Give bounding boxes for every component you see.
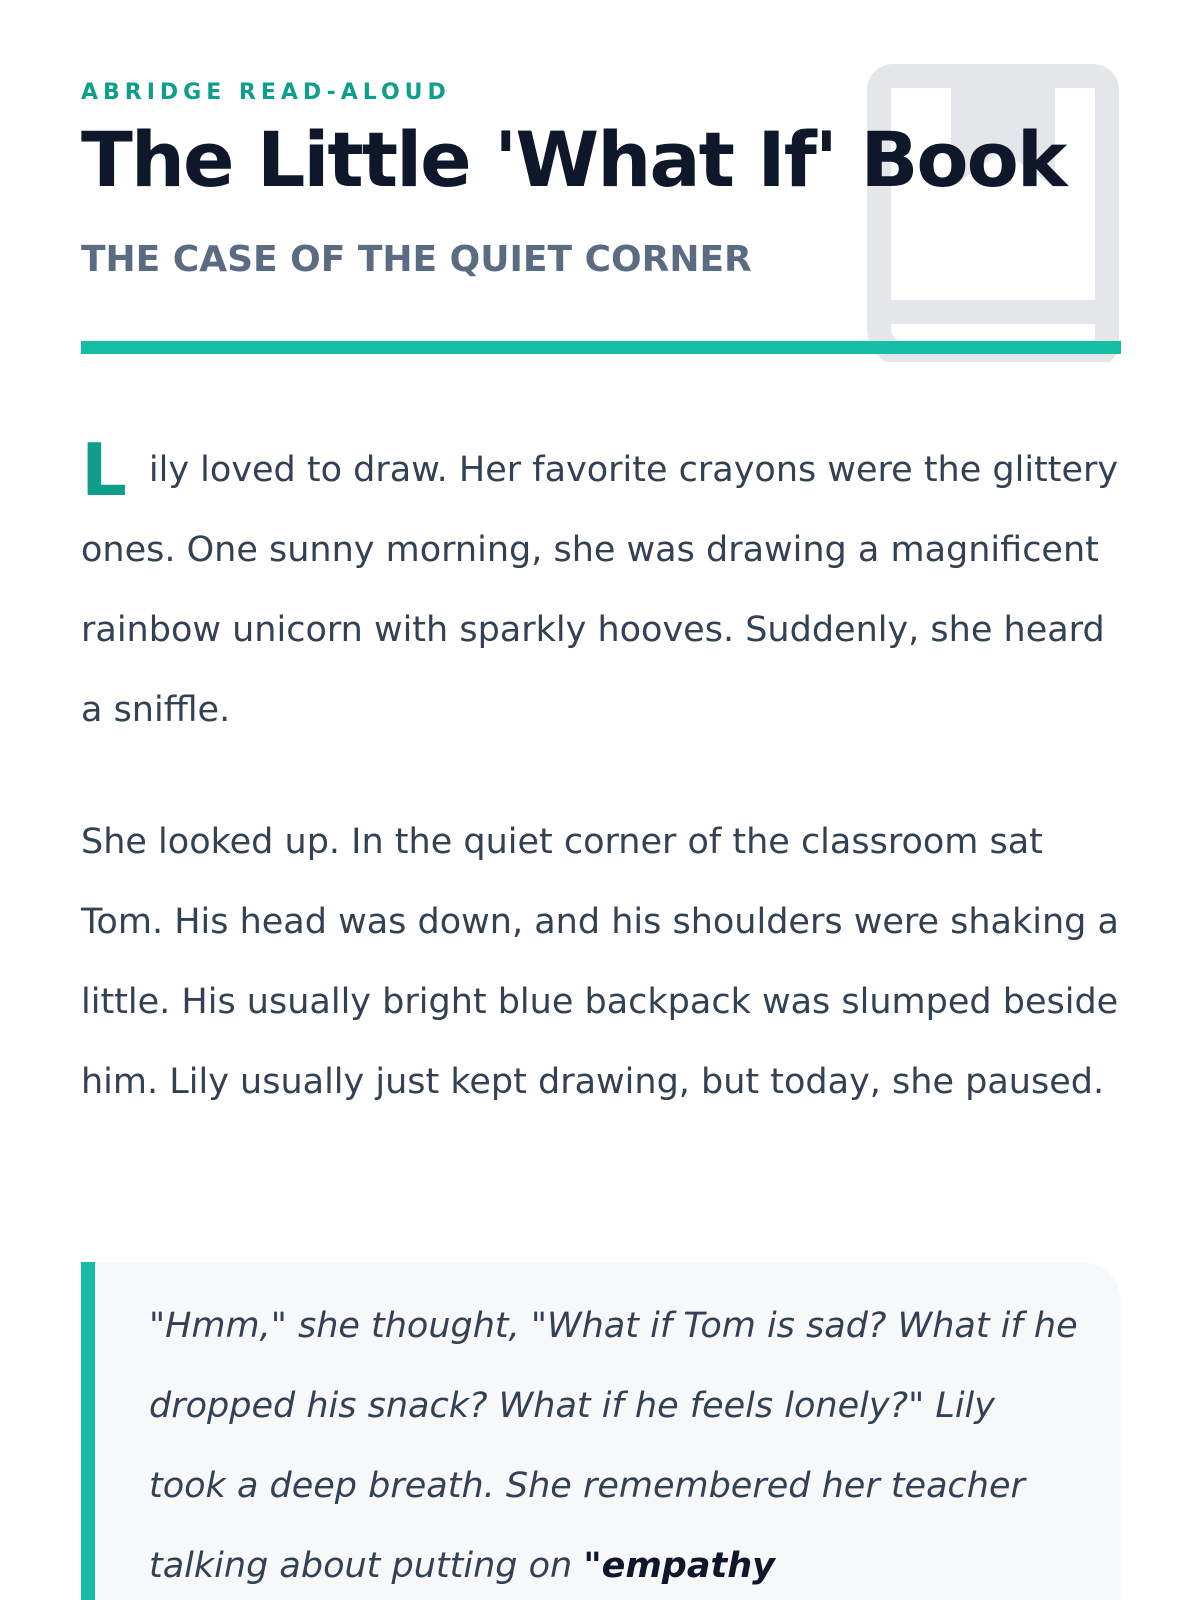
callout-emphasis: "empathy — [583, 1546, 775, 1586]
story-paragraph-1-text: ily loved to draw. Her favorite crayons were the glittery ones. One sunny morning, she was drawing a magnificent rainbow unicorn with sparkly hooves. Suddenly, she heard a sniffle. — [81, 450, 1119, 730]
callout-text — [149, 1286, 1081, 1600]
header-divider — [81, 341, 1121, 354]
thought-callout — [81, 1262, 1121, 1600]
callout-text-main: "Hmm," she thought, "What if Tom is sad? What if he dropped his snack? What if he feels lonely?" Lily took a deep breath. She remembered her teacher talking about putting on — [149, 1306, 1078, 1586]
story-paragraph-1 — [81, 430, 1121, 750]
drop-cap: L — [81, 428, 127, 512]
header — [81, 0, 1121, 360]
page-subtitle: THE CASE OF THE QUIET CORNER — [81, 239, 752, 280]
story-body — [81, 430, 1121, 1122]
eyebrow-label: ABRIDGE READ-ALOUD — [81, 80, 451, 105]
page-title: The Little 'What If' Book — [81, 115, 1066, 204]
story-paragraph-2: She looked up. In the quiet corner of the classroom sat Tom. His head was down, and his shoulders were shaking a little. His usually bright blue backpack was slumped beside him. Lily usually just kept drawing, but today, she paused. — [81, 822, 1119, 1102]
book-icon — [867, 62, 1119, 362]
